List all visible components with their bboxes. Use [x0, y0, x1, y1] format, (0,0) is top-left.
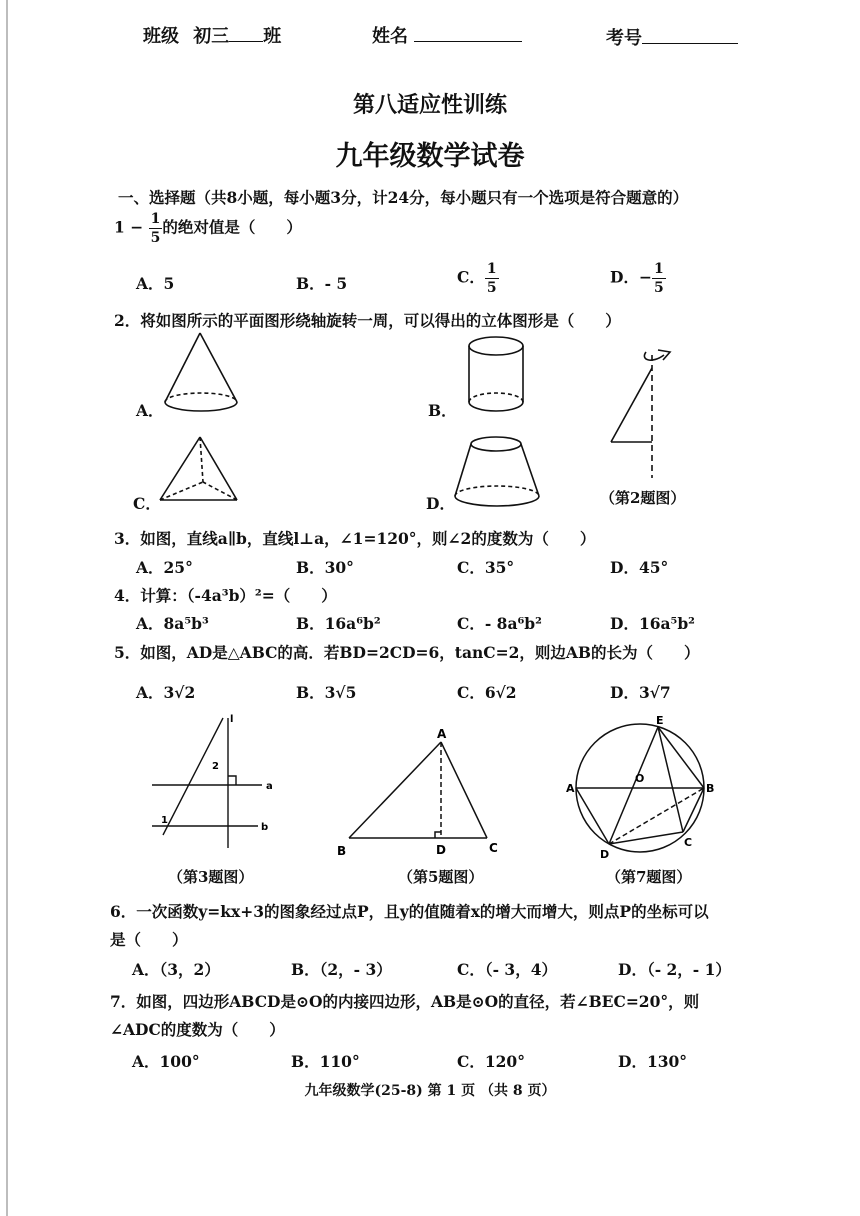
- section-heading: 一、选择题（共8小题，每小题3分，计24分，每小题只有一个选项是符合题意的）: [118, 188, 689, 207]
- rotation-axis-figure: [611, 350, 670, 478]
- q5-option-d[interactable]: D．3√7: [610, 683, 671, 702]
- q4-option-a[interactable]: A．8a⁵b³: [136, 614, 209, 633]
- q4-option-d[interactable]: D．16a⁵b²: [610, 614, 695, 633]
- q4-option-c[interactable]: C．- 8a⁶b²: [457, 614, 542, 633]
- fig5-label-B: B: [337, 844, 347, 858]
- fig7-label-D: D: [600, 848, 610, 860]
- pyramid-figure[interactable]: [160, 437, 237, 500]
- exam-title: 九年级数学试卷: [335, 141, 525, 172]
- q7-option-d[interactable]: D．130°: [618, 1052, 688, 1071]
- q6-option-d[interactable]: D．（- 2，- 1）: [618, 960, 731, 979]
- q6-option-b[interactable]: B．（2，- 3）: [291, 960, 392, 979]
- q6-option-a[interactable]: A．（3，2）: [132, 960, 220, 979]
- q5-option-c[interactable]: C．6√2: [457, 683, 517, 702]
- fig3-angle-1: 1: [161, 815, 168, 826]
- q2-option-b[interactable]: B．: [428, 401, 457, 420]
- q2-option-c[interactable]: C．: [133, 494, 161, 513]
- fig3-parallel-lines: [152, 718, 262, 848]
- fig5-label-C: C: [489, 841, 498, 855]
- question-6-line1: 6．一次函数y=kx+3的图象经过点P，且y的值随着x的增大而增大，则点P的坐标可以: [110, 902, 709, 921]
- q1-option-c[interactable]: C． $\frac{1}{5}$: [457, 261, 497, 296]
- fig3-caption: （第3题图）: [168, 868, 254, 886]
- q7-option-a[interactable]: A．100°: [132, 1052, 200, 1071]
- q4-option-b[interactable]: B．16a⁶b²: [296, 614, 381, 633]
- fig5-label-D: D: [436, 843, 446, 857]
- figures-row: [0, 700, 860, 860]
- q3-option-d[interactable]: D．45°: [610, 558, 669, 577]
- fig5-triangle: [349, 742, 487, 838]
- question-1: 1 − $\frac{1}{5}$ 的绝对值是（ ）: [114, 211, 302, 246]
- name-field: 姓名: [372, 22, 522, 48]
- fig3-label-b: b: [261, 822, 269, 833]
- exam-subtitle: 第八适应性训练: [352, 92, 507, 118]
- question-6-line2: 是（ ）: [110, 930, 188, 949]
- question-7-line1: 7．如图，四边形ABCD是⊙O的内接四边形，AB是⊙O的直径，若∠BEC=20°，则: [110, 992, 700, 1011]
- q2-figures: [0, 0, 860, 560]
- fig5-label-A: A: [437, 727, 447, 741]
- fig3-label-l: l: [230, 714, 234, 725]
- q3-option-b[interactable]: B．30°: [296, 558, 354, 577]
- q5-option-b[interactable]: B．3√5: [296, 683, 357, 702]
- q1-fraction: $\frac{1}{5}$: [150, 211, 161, 246]
- fig5-caption: （第5题图）: [398, 868, 484, 886]
- question-4: 4．计算：（-4a³b）²=（ ）: [114, 586, 337, 605]
- cylinder-figure[interactable]: [469, 337, 523, 411]
- q3-option-a[interactable]: A．25°: [136, 558, 193, 577]
- fig7-circle: [576, 724, 704, 852]
- exam-no-field: 考号: [606, 24, 738, 50]
- fig7-label-C: C: [684, 836, 693, 849]
- class-field: 班级 初三 班: [143, 26, 282, 47]
- q1-option-d[interactable]: D．− $\frac{1}{5}$: [610, 261, 664, 296]
- q1-option-a[interactable]: A．5: [136, 274, 175, 293]
- q7-option-c[interactable]: C．120°: [457, 1052, 525, 1071]
- fig7-label-O: O: [635, 772, 645, 785]
- fig3-angle-2: 2: [212, 761, 219, 772]
- q2-option-d[interactable]: D．: [426, 494, 455, 513]
- q7-option-b[interactable]: B．110°: [291, 1052, 360, 1071]
- q5-option-a[interactable]: A．3√2: [136, 683, 196, 702]
- question-2: 2．将如图所示的平面图形绕轴旋转一周，可以得出的立体图形是（ ）: [114, 311, 621, 330]
- frustum-figure[interactable]: [455, 437, 539, 506]
- q2-option-a[interactable]: A．: [136, 401, 164, 420]
- question-5: 5．如图，AD是△ABC的高．若BD=2CD=6，tanC=2，则边AB的长为（ ）: [114, 643, 700, 662]
- cone-figure[interactable]: [165, 333, 237, 411]
- question-3: 3．如图，直线a∥b，直线l⊥a，∠1=120°，则∠2的度数为（ ）: [114, 529, 596, 548]
- page-footer: 九年级数学(25-8) 第 1 页 （共 8 页）: [304, 1083, 556, 1099]
- question-7-line2: ∠ADC的度数为（ ）: [110, 1020, 285, 1039]
- fig7-label-E: E: [656, 714, 664, 727]
- q3-option-c[interactable]: C．35°: [457, 558, 515, 577]
- fig2-caption: （第2题图）: [600, 489, 686, 507]
- fig7-label-B: B: [706, 782, 715, 795]
- q6-option-c[interactable]: C．（- 3，4）: [457, 960, 557, 979]
- fig3-label-a: a: [266, 781, 273, 792]
- q1-option-b[interactable]: B．- 5: [296, 274, 348, 293]
- fig7-label-A: A: [566, 782, 575, 795]
- fig7-caption: （第7题图）: [606, 868, 692, 886]
